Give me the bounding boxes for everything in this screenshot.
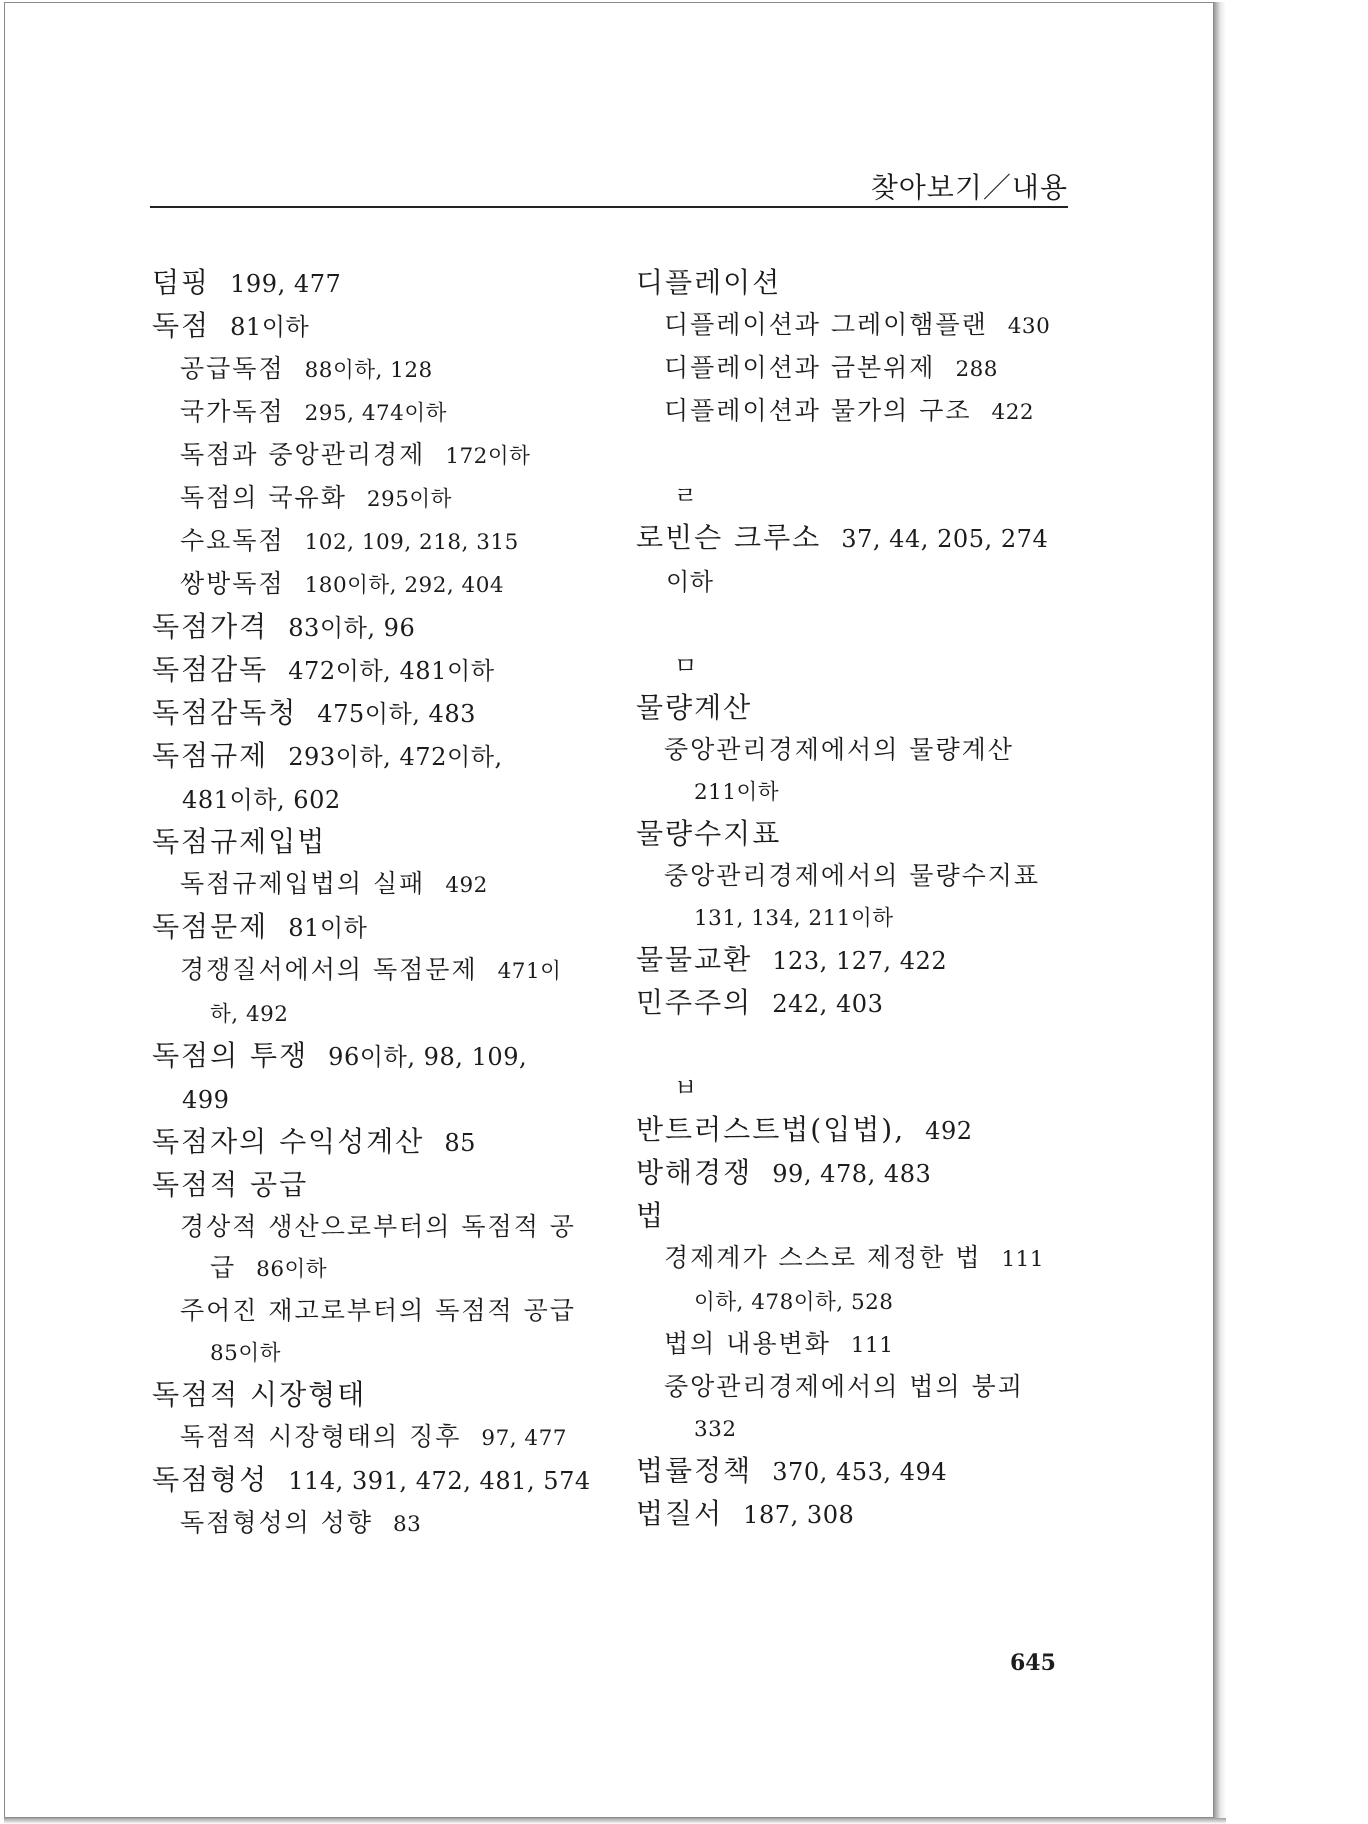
page-references: 이하 — [666, 568, 714, 596]
index-entry — [152, 649, 612, 692]
index-subentry — [152, 863, 612, 906]
index-subentry — [152, 1416, 612, 1459]
page-references: 422 — [991, 400, 1035, 425]
index-term: 법의 내용변화 — [664, 1329, 831, 1358]
page-references: 81이하 — [230, 313, 310, 341]
index-term: 독점형성 — [152, 1463, 269, 1496]
index-entry-continuation — [636, 896, 1096, 939]
index-term: 쌍방독점 — [180, 569, 285, 598]
index-term: 경제계가 스스로 제정한 법 — [664, 1243, 982, 1272]
page-references: 96이하, 98, 109, — [328, 1043, 528, 1071]
index-entry — [152, 735, 612, 778]
index-entry — [152, 906, 612, 949]
page-references: 492 — [445, 873, 488, 898]
index-subentry — [636, 304, 1096, 347]
index-entry — [152, 1164, 612, 1206]
index-entry — [152, 1459, 612, 1502]
page-references: 475이하, 483 — [317, 700, 476, 728]
index-term: 중앙관리경제에서의 법의 붕괴 — [664, 1372, 1024, 1401]
index-subentry — [152, 520, 612, 563]
page-references: 85이하 — [210, 1341, 281, 1366]
page-references: 199, 477 — [230, 270, 342, 298]
index-term: 수요독점 — [180, 526, 285, 555]
page-references: 172이하 — [445, 444, 531, 469]
page-references: 83이하, 96 — [288, 614, 416, 642]
page-references: 471이 — [497, 959, 562, 984]
section-letter: ㅁ — [674, 652, 698, 680]
index-term: 독점적 공급 — [152, 1168, 309, 1201]
page-references: 295, 474이하 — [304, 401, 447, 426]
index-term: 물량수지표 — [636, 817, 782, 850]
section-spacer — [636, 433, 1096, 475]
index-entry — [636, 1152, 1096, 1195]
index-term: 경상적 생산으로부터의 독점적 공 — [180, 1212, 576, 1241]
index-subentry — [152, 1206, 612, 1247]
index-term: 디플레이션과 금본위제 — [664, 353, 936, 382]
index-subentry — [152, 477, 612, 520]
page-references: 131, 134, 211이하 — [694, 906, 894, 931]
index-entry-continuation — [152, 1247, 612, 1290]
index-subentry — [152, 949, 612, 992]
index-term: 독점형성의 성향 — [180, 1508, 373, 1537]
index-term: 공급독점 — [180, 354, 285, 383]
page-references: 86이하 — [256, 1257, 328, 1282]
page-references: 123, 127, 422 — [772, 947, 948, 975]
page-references: 332 — [694, 1417, 737, 1442]
section-letter: ㄹ — [674, 482, 698, 510]
index-entry — [152, 1374, 612, 1416]
page-references: 242, 403 — [772, 990, 884, 1018]
index-entry — [636, 1109, 1096, 1152]
index-entry — [636, 982, 1096, 1025]
index-entry — [152, 606, 612, 649]
index-subentry — [636, 1323, 1096, 1366]
index-entry-continuation — [152, 992, 612, 1035]
header-rule — [150, 206, 1068, 208]
index-column-right — [636, 262, 1096, 1536]
index-subentry — [152, 563, 612, 606]
page-references: 288 — [955, 357, 998, 382]
index-entry — [636, 813, 1096, 855]
index-entry — [636, 1493, 1096, 1536]
index-term: 디플레이션 — [636, 266, 782, 299]
index-subentry — [636, 1237, 1096, 1280]
page-references: 295이하 — [366, 487, 452, 512]
page-references: 370, 453, 494 — [772, 1458, 948, 1486]
index-entry — [636, 687, 1096, 729]
index-subentry — [636, 1366, 1096, 1407]
section-letter: ㅂ — [674, 1074, 698, 1102]
index-subentry — [152, 1290, 612, 1331]
index-subentry — [152, 1502, 612, 1545]
index-entry — [152, 1121, 612, 1164]
page-references: 81이하 — [288, 914, 368, 942]
index-entry — [636, 939, 1096, 982]
index-entry — [636, 1450, 1096, 1493]
page-references: 111 — [1001, 1247, 1045, 1272]
page-references: 492 — [925, 1117, 973, 1145]
page-references: 85 — [444, 1129, 476, 1157]
index-term: 독점적 시장형태의 징후 — [180, 1422, 462, 1451]
index-subentry — [152, 391, 612, 434]
page-references: 83 — [393, 1512, 422, 1537]
index-subentry — [636, 855, 1096, 896]
index-term: 법질서 — [636, 1497, 724, 1530]
index-term: 디플레이션과 그레이햄플랜 — [664, 310, 988, 339]
index-term: 독점문제 — [152, 910, 269, 943]
index-term: 독점적 시장형태 — [152, 1378, 367, 1411]
index-entry-continuation — [636, 770, 1096, 813]
index-term: 독점규제입법 — [152, 825, 327, 858]
index-entry — [152, 692, 612, 735]
page-references: 111 — [850, 1333, 894, 1358]
index-term: 법률정책 — [636, 1454, 753, 1487]
index-term: 물량계산 — [636, 691, 753, 724]
index-subentry — [636, 729, 1096, 770]
page-number: 645 — [1010, 1650, 1056, 1676]
section-spacer — [636, 603, 1096, 645]
index-entry — [636, 262, 1096, 304]
section-spacer — [636, 1025, 1096, 1067]
index-entry-continuation — [636, 1407, 1096, 1450]
page-bottom-shadow — [4, 1818, 1226, 1824]
index-term: 독점 — [152, 309, 211, 342]
index-entry — [152, 1035, 612, 1078]
page-references: 이하, 478이하, 528 — [694, 1290, 894, 1315]
index-entry — [152, 821, 612, 863]
index-subentry — [636, 347, 1096, 390]
index-term: 반트러스트법(입법), — [636, 1113, 906, 1146]
page-references: 293이하, 472이하, — [288, 743, 503, 771]
index-term: 독점감독청 — [152, 696, 298, 729]
index-column-left — [152, 262, 612, 1545]
page-references: 211이하 — [694, 780, 780, 805]
index-entry — [636, 1195, 1096, 1237]
index-entry — [636, 517, 1096, 560]
index-term: 독점규제 — [152, 739, 269, 772]
page-references: 99, 478, 483 — [772, 1160, 932, 1188]
index-subentry — [636, 390, 1096, 433]
index-term: 디플레이션과 물가의 구조 — [664, 396, 972, 425]
index-term: 급 — [210, 1253, 237, 1282]
page-references: 114, 391, 472, 481, 574 — [288, 1467, 591, 1495]
index-term: 독점감독 — [152, 653, 269, 686]
index-entry-continuation — [152, 1331, 612, 1374]
index-term: 덤핑 — [152, 266, 211, 299]
index-term: 로빈슨 크루소 — [636, 521, 822, 554]
page-references: 102, 109, 218, 315 — [304, 530, 519, 555]
page-references: 481이하, 602 — [182, 786, 341, 814]
index-term: 국가독점 — [180, 397, 285, 426]
index-term: 독점자의 수익성계산 — [152, 1125, 425, 1158]
index-term: 주어진 재고로부터의 독점적 공급 — [180, 1296, 576, 1325]
index-term: 독점과 중앙관리경제 — [180, 440, 426, 469]
index-term: 물물교환 — [636, 943, 753, 976]
page-references: 97, 477 — [481, 1426, 567, 1451]
page-references: 499 — [182, 1086, 230, 1114]
page-references: 430 — [1007, 314, 1051, 339]
index-term: 방해경쟁 — [636, 1156, 753, 1189]
index-term: 독점규제입법의 실패 — [180, 869, 426, 898]
page-references: 88이하, 128 — [304, 358, 433, 383]
index-entry-continuation — [636, 1280, 1096, 1323]
index-term: 경쟁질서에서의 독점문제 — [180, 955, 478, 984]
index-term: 법 — [636, 1199, 666, 1232]
index-entry-continuation — [152, 1078, 612, 1121]
index-entry — [152, 262, 612, 305]
index-subentry — [152, 348, 612, 391]
page-references: 472이하, 481이하 — [288, 657, 495, 685]
index-term: 민주주의 — [636, 986, 753, 1019]
index-term: 중앙관리경제에서의 물량수지표 — [664, 861, 1041, 890]
page-references: 180이하, 292, 404 — [304, 573, 505, 598]
index-entry — [152, 305, 612, 348]
index-term: 독점의 국유화 — [180, 483, 347, 512]
page-references: 37, 44, 205, 274 — [841, 525, 1049, 553]
index-subentry — [152, 434, 612, 477]
index-term: 독점가격 — [152, 610, 269, 643]
running-header: 찾아보기／내용 — [870, 171, 1068, 204]
page-references: 187, 308 — [743, 1501, 855, 1529]
index-entry-continuation — [152, 778, 612, 821]
index-entry-continuation — [636, 560, 1096, 603]
page-references: 하, 492 — [210, 1002, 289, 1027]
index-term: 독점의 투쟁 — [152, 1039, 309, 1072]
page-edge-shadow — [1214, 2, 1226, 1818]
index-term: 중앙관리경제에서의 물량계산 — [664, 735, 1014, 764]
